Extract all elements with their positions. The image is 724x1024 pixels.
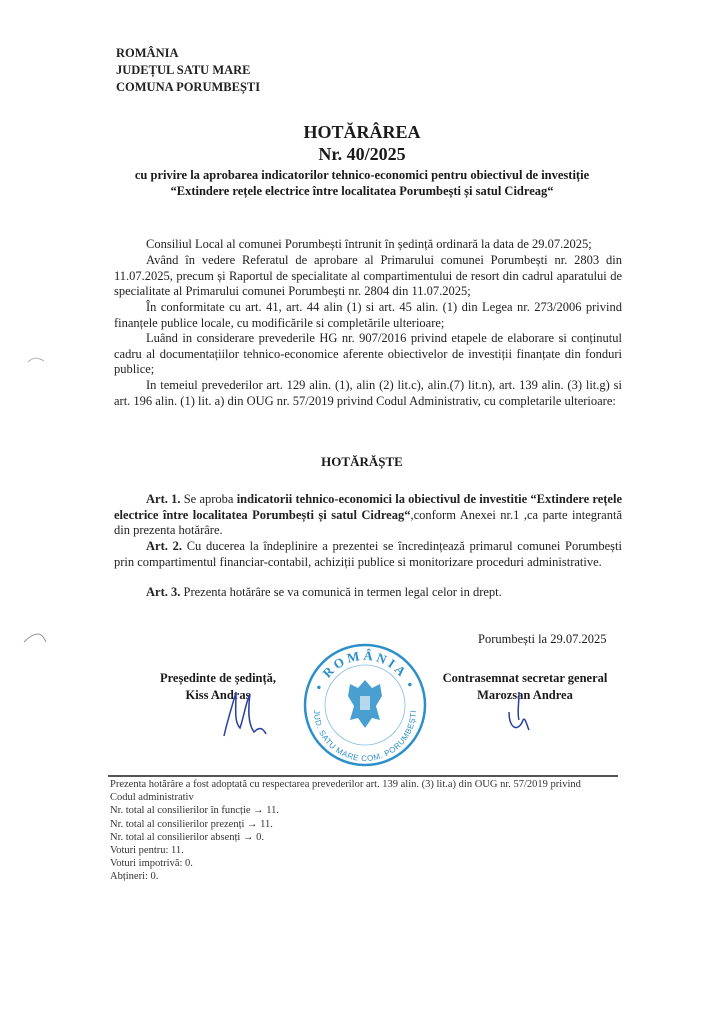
scan-artifact-icon [22,630,48,646]
article-text: Cu ducerea la îndeplinire a prezentei se încredințează primarul comunei Porumbești prin compartimentul financiar-contabil, achiziții publice si monitorizare proceduri administrative. [114,539,622,569]
secretary-name: Marozsan Andrea [477,688,573,702]
footer-divider [108,775,618,777]
footer-line: Abțineri: 0. [110,871,159,883]
footer-line: Nr. total al consilierilor absenți → 0. [110,831,264,843]
preamble-text: În conformitate cu art. 41, art. 44 alin (1) si art. 45 alin. (1) din Legea nr. 273/2006 privind finanțele publice locale, cu modificările si completările ulterioare; [114,300,622,330]
preamble-3 [114,300,622,331]
svg-text:• ROMÂNIA •: • ROMÂNIA • [310,647,420,693]
preamble-1 [114,237,622,253]
article-bold-text: indicatorii tehnico-economici la obiectivul de investitie “Extindere rețele electrice între localitatea Porumbești și satul Cidreag“ [114,492,622,522]
footer-line: Nr. total al consilierilor în funcție → 11. [110,805,280,817]
preamble-text: Având în vedere Referatul de aprobare al Primarului comunei Porumbești nr. 2803 din 11.07.2025, precum și Raportul de specialitate al compartimentului de resort din cadrul aparatului de specialitate al Primarului comunei Porumbești nr. 2804 din 11.07.2025; [114,253,622,298]
footer-line: Codul administrativ [110,792,194,804]
header-commune: COMUNA PORUMBEȘTI [116,80,261,94]
header-county: JUDEȚUL SATU MARE [116,63,251,77]
vote-summary [110,778,630,884]
issuer-header [116,45,260,96]
article-text: Prezenta hotărâre se va comunică in termen legal celor in drept. [180,585,502,599]
footer-line: Nr. total al consilierilor prezenți → 11. [110,818,273,830]
footer-line: Voturi pentru: 11. [110,845,184,857]
article-3 [114,585,622,601]
article-1 [114,492,622,539]
article-label: Art. 1. [146,492,181,506]
secretary-signature-icon [505,690,535,734]
decides-heading: HOTĂRĂȘTE [321,454,403,469]
secretary-role: Contrasemnat secretar general [442,671,608,685]
footer-line: Prezenta hotărâre a fost adoptată cu respectarea prevederilor art. 139 alin. (3) lit.a) din OUG nr. 57/2019 privind [110,779,581,790]
scan-artifact-icon [26,355,46,365]
president-role: Președinte de ședință, [159,671,277,685]
header-country: ROMÂNIA [116,46,179,60]
preamble-2 [114,253,622,300]
svg-text:JUD. SATU MARE COM. PORUMBEȘTI: JUD. SATU MARE COM. PORUMBEȘTI [311,709,419,764]
preamble-text: Luând in considerare prevederile HG nr. 907/2016 privind etapele de elaborare si conținutul cadru al documentațiilor tehnico-economice aferente obiectivelor de investiții finanțate din fonduri publice; [114,331,622,376]
article-2 [114,539,622,570]
president-signature-icon [220,688,270,740]
footer-line: Voturi impotrivă: 0. [110,858,193,870]
preamble-5 [114,378,622,409]
preamble-4 [114,331,622,378]
article-label: Art. 2. [146,539,182,553]
official-stamp-icon [300,640,430,770]
article-text: Se aproba [180,492,237,506]
preamble-text: Consiliul Local al comunei Porumbești întrunit în ședință ordinară la data de 29.07.2025; [146,237,592,251]
preamble-text: In temeiul prevederilor art. 129 alin. (1), alin (2) lit.c), alin.(7) lit.n), art. 139 alin. (3) lit.g) si art. 196 alin. (1) lit. a) din OUG nr. 57/2019 privind Codul Administrativ, cu completarile ulterioare: [114,378,622,408]
document-number: Nr. 40/2025 [318,144,406,164]
subject-line-2: “Extindere rețele electrice între localitatea Porumbești și satul Cidreag“ [170,184,554,198]
subject-line-1: cu privire la aprobarea indicatorilor tehnico-economici pentru obiectivul de investiție [134,168,590,182]
article-text: ,conform Anexei nr.1 ,ca parte integrantă din prezenta hotărâre. [114,507,623,537]
place-date: Porumbești la 29.07.2025 [478,632,607,646]
document-title: HOTĂRÂREA [303,122,421,142]
president-name: Kiss Andras [185,688,251,702]
article-label: Art. 3. [146,585,181,599]
